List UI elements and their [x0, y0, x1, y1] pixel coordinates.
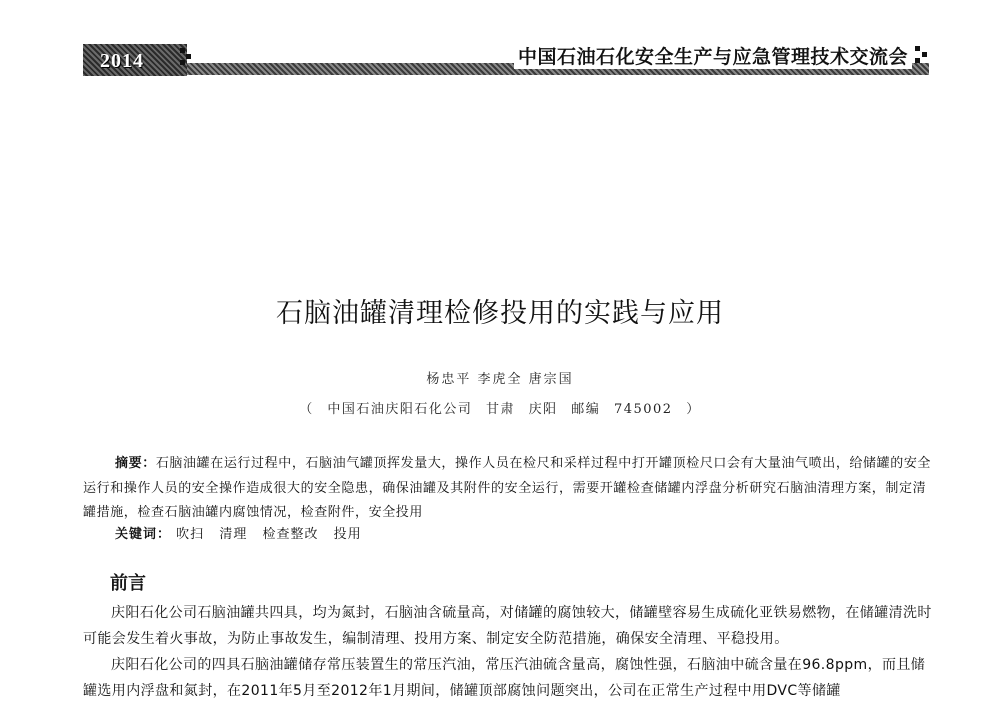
header-ornament-right [913, 42, 931, 64]
paper-title: 石脑油罐清理检修投用的实践与应用 [276, 298, 724, 329]
conference-title: 中国石油石化安全生产与应急管理技术交流会 [514, 42, 912, 69]
keywords-label: 关键词： [115, 527, 172, 542]
keyword-item: 投用 [333, 527, 362, 542]
section-heading: 前言 [110, 573, 146, 594]
abstract-text: 石脑油罐在运行过程中，石脑油气罐顶挥发量大，操作人员在检尺和采样过程中打开罐顶检尺口会有大量油气喷出，给储罐的安全运行和操作人员的安全操作造成很大的安全隐患，确保油罐及其附件的安全运行，需要开罐检查储罐内浮盘分析研究石脑油清理方案，制定清罐措施，检查石脑油罐内腐蚀情况，检查附件，安全投用 [83, 456, 932, 520]
keywords [115, 523, 372, 542]
paper-affiliation: （ 中国石油庆阳石化公司 甘肃 庆阳 邮编 745002 ） [299, 402, 701, 417]
abstract [83, 452, 933, 526]
body-paragraph: 庆阳石化公司石脑油罐共四具，均为氮封，石脑油含硫量高，对储罐的腐蚀较大，储罐壁容易生成硫化亚铁易燃物，在储罐清洗时可能会发生着火事故，为防止事故发生，编制清理、投用方案、制定安全防范措施，确保安全清理、平稳投用。 [83, 605, 932, 647]
keyword-item: 清理 [219, 527, 248, 542]
keyword-item: 吹扫 [176, 527, 205, 542]
paper-authors: 杨忠平 李虎全 唐宗国 [426, 372, 574, 387]
body-paragraph: 庆阳石化公司的四具石脑油罐储存常压装置生的常压汽油，常压汽油硫含量高，腐蚀性强，石脑油中硫含量在96.8ppm，而且储罐选用内浮盘和氮封，在2011年5月至2012年1月期间，储罐顶部腐蚀问题突出，公司在正常生产过程中用DVC等储罐 [83, 657, 926, 699]
abstract-label: 摘要： [115, 456, 156, 471]
keyword-item: 检查整改 [262, 527, 319, 542]
header-year: 2014 [100, 50, 144, 72]
